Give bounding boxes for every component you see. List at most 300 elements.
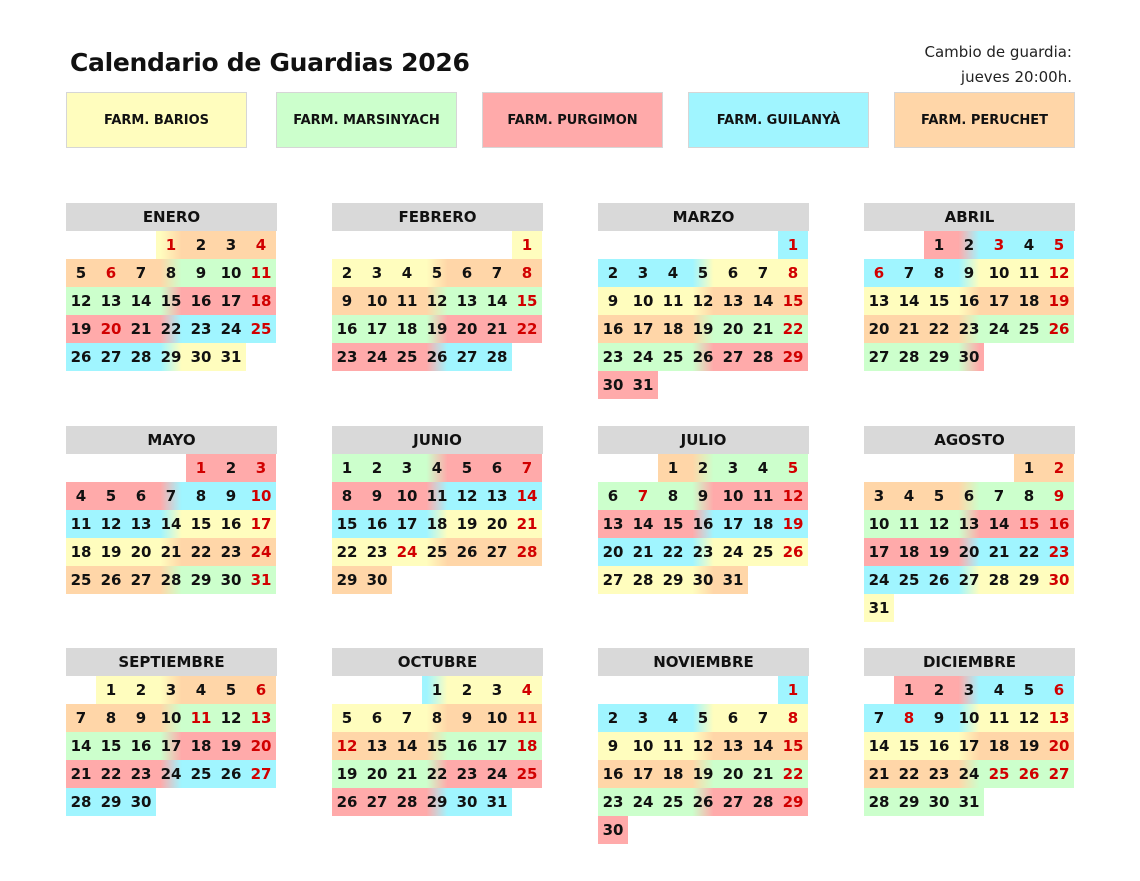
day-cell: 22 bbox=[186, 538, 216, 566]
empty-cell bbox=[96, 454, 126, 482]
day-cell: 12 bbox=[1014, 704, 1044, 732]
day-cell: 16 bbox=[332, 315, 362, 343]
empty-cell bbox=[332, 676, 362, 704]
day-cell: 7 bbox=[482, 259, 512, 287]
legend-purgimon bbox=[482, 92, 663, 148]
day-cell: 27 bbox=[718, 788, 748, 816]
day-cell: 19 bbox=[452, 510, 482, 538]
day-cell: 30 bbox=[126, 788, 156, 816]
day-cell: 30 bbox=[598, 816, 628, 844]
day-cell: 5 bbox=[96, 482, 126, 510]
day-cell: 8 bbox=[778, 259, 808, 287]
empty-cell bbox=[598, 231, 628, 259]
empty-cell bbox=[658, 231, 688, 259]
day-cell: 14 bbox=[126, 287, 156, 315]
day-cell: 23 bbox=[452, 760, 482, 788]
day-cell: 18 bbox=[658, 315, 688, 343]
day-cell: 24 bbox=[482, 760, 512, 788]
day-cell: 23 bbox=[126, 760, 156, 788]
day-cell: 10 bbox=[216, 259, 246, 287]
day-cell: 10 bbox=[392, 482, 422, 510]
legend-label: FARM. MARSINYACH bbox=[293, 112, 440, 128]
month-noviembre bbox=[598, 648, 809, 844]
day-cell: 11 bbox=[1014, 259, 1044, 287]
day-cell: 15 bbox=[894, 732, 924, 760]
day-cell: 12 bbox=[96, 510, 126, 538]
day-cell: 20 bbox=[126, 538, 156, 566]
day-cell: 1 bbox=[332, 454, 362, 482]
empty-cell bbox=[598, 454, 628, 482]
day-cell: 21 bbox=[748, 315, 778, 343]
day-cell: 27 bbox=[864, 343, 894, 371]
day-cell: 26 bbox=[96, 566, 126, 594]
day-cell: 5 bbox=[688, 704, 718, 732]
empty-cell bbox=[864, 676, 894, 704]
day-cell: 20 bbox=[482, 510, 512, 538]
day-cell: 18 bbox=[186, 732, 216, 760]
day-cell: 25 bbox=[984, 760, 1014, 788]
day-cell: 5 bbox=[216, 676, 246, 704]
day-cell: 23 bbox=[688, 538, 718, 566]
day-cell: 28 bbox=[66, 788, 96, 816]
day-cell: 22 bbox=[1014, 538, 1044, 566]
day-cell: 11 bbox=[658, 287, 688, 315]
day-cell: 3 bbox=[628, 704, 658, 732]
empty-cell bbox=[332, 231, 362, 259]
day-cell: 4 bbox=[894, 482, 924, 510]
legend-label: FARM. GUILANYÀ bbox=[716, 112, 841, 128]
day-cell: 27 bbox=[126, 566, 156, 594]
day-grid bbox=[66, 454, 277, 594]
day-cell: 11 bbox=[512, 704, 542, 732]
day-cell: 21 bbox=[748, 760, 778, 788]
day-cell: 22 bbox=[422, 760, 452, 788]
day-cell: 15 bbox=[96, 732, 126, 760]
day-cell: 14 bbox=[894, 287, 924, 315]
day-cell: 10 bbox=[628, 732, 658, 760]
day-cell: 14 bbox=[66, 732, 96, 760]
day-cell: 14 bbox=[984, 510, 1014, 538]
day-cell: 11 bbox=[392, 287, 422, 315]
empty-cell bbox=[628, 676, 658, 704]
day-cell: 8 bbox=[512, 259, 542, 287]
day-cell: 13 bbox=[362, 732, 392, 760]
day-cell: 15 bbox=[186, 510, 216, 538]
day-cell: 2 bbox=[216, 454, 246, 482]
day-cell: 13 bbox=[1044, 704, 1074, 732]
day-cell: 22 bbox=[156, 315, 186, 343]
empty-cell bbox=[126, 231, 156, 259]
day-cell: 11 bbox=[984, 704, 1014, 732]
day-cell: 4 bbox=[984, 676, 1014, 704]
empty-cell bbox=[362, 231, 392, 259]
day-cell: 23 bbox=[954, 315, 984, 343]
legend-guilanya bbox=[688, 92, 869, 148]
empty-cell bbox=[156, 454, 186, 482]
day-cell: 17 bbox=[718, 510, 748, 538]
day-cell: 9 bbox=[126, 704, 156, 732]
day-cell: 21 bbox=[984, 538, 1014, 566]
empty-cell bbox=[748, 231, 778, 259]
day-cell: 14 bbox=[748, 287, 778, 315]
day-cell: 30 bbox=[216, 566, 246, 594]
empty-cell bbox=[954, 454, 984, 482]
day-cell: 16 bbox=[216, 510, 246, 538]
day-cell: 29 bbox=[96, 788, 126, 816]
day-cell: 8 bbox=[186, 482, 216, 510]
day-cell: 1 bbox=[156, 231, 186, 259]
day-cell: 13 bbox=[482, 482, 512, 510]
day-cell: 13 bbox=[246, 704, 276, 732]
day-cell: 9 bbox=[1044, 482, 1074, 510]
day-cell: 20 bbox=[598, 538, 628, 566]
day-cell: 28 bbox=[894, 343, 924, 371]
day-grid bbox=[332, 676, 543, 816]
day-cell: 24 bbox=[156, 760, 186, 788]
day-cell: 20 bbox=[718, 760, 748, 788]
day-cell: 2 bbox=[954, 231, 984, 259]
empty-cell bbox=[628, 454, 658, 482]
day-cell: 26 bbox=[688, 788, 718, 816]
day-cell: 22 bbox=[778, 315, 808, 343]
day-cell: 28 bbox=[392, 788, 422, 816]
day-cell: 14 bbox=[512, 482, 542, 510]
day-cell: 15 bbox=[924, 287, 954, 315]
page-title: Calendario de Guardias 2026 bbox=[70, 48, 470, 77]
day-cell: 19 bbox=[422, 315, 452, 343]
day-cell: 6 bbox=[598, 482, 628, 510]
day-cell: 29 bbox=[924, 343, 954, 371]
day-cell: 16 bbox=[924, 732, 954, 760]
legend-barios bbox=[66, 92, 247, 148]
day-cell: 5 bbox=[778, 454, 808, 482]
day-cell: 3 bbox=[482, 676, 512, 704]
day-cell: 20 bbox=[362, 760, 392, 788]
day-cell: 1 bbox=[512, 231, 542, 259]
day-cell: 16 bbox=[1044, 510, 1074, 538]
day-cell: 25 bbox=[512, 760, 542, 788]
day-cell: 25 bbox=[658, 343, 688, 371]
day-cell: 28 bbox=[984, 566, 1014, 594]
day-cell: 8 bbox=[156, 259, 186, 287]
month-julio bbox=[598, 426, 809, 594]
day-cell: 28 bbox=[748, 343, 778, 371]
day-cell: 1 bbox=[1014, 454, 1044, 482]
day-cell: 31 bbox=[246, 566, 276, 594]
legend-label: FARM. PERUCHET bbox=[920, 112, 1048, 128]
day-cell: 10 bbox=[156, 704, 186, 732]
day-cell: 25 bbox=[392, 343, 422, 371]
day-cell: 9 bbox=[452, 704, 482, 732]
day-cell: 19 bbox=[1014, 732, 1044, 760]
day-cell: 26 bbox=[924, 566, 954, 594]
day-cell: 1 bbox=[778, 231, 808, 259]
day-cell: 19 bbox=[924, 538, 954, 566]
month-title: DICIEMBRE bbox=[864, 648, 1075, 676]
empty-cell bbox=[718, 676, 748, 704]
day-cell: 26 bbox=[1044, 315, 1074, 343]
day-cell: 4 bbox=[658, 704, 688, 732]
day-cell: 9 bbox=[362, 482, 392, 510]
empty-cell bbox=[392, 231, 422, 259]
day-cell: 1 bbox=[894, 676, 924, 704]
empty-cell bbox=[864, 231, 894, 259]
empty-cell bbox=[482, 231, 512, 259]
day-cell: 18 bbox=[392, 315, 422, 343]
day-cell: 14 bbox=[628, 510, 658, 538]
day-cell: 22 bbox=[96, 760, 126, 788]
day-cell: 7 bbox=[894, 259, 924, 287]
day-cell: 14 bbox=[748, 732, 778, 760]
day-cell: 5 bbox=[66, 259, 96, 287]
day-cell: 12 bbox=[778, 482, 808, 510]
day-cell: 2 bbox=[452, 676, 482, 704]
day-cell: 17 bbox=[482, 732, 512, 760]
day-grid bbox=[864, 676, 1075, 816]
day-cell: 19 bbox=[216, 732, 246, 760]
day-cell: 29 bbox=[658, 566, 688, 594]
day-cell: 30 bbox=[924, 788, 954, 816]
day-cell: 20 bbox=[96, 315, 126, 343]
day-cell: 16 bbox=[452, 732, 482, 760]
day-cell: 3 bbox=[362, 259, 392, 287]
day-cell: 23 bbox=[332, 343, 362, 371]
day-cell: 15 bbox=[778, 287, 808, 315]
day-cell: 12 bbox=[924, 510, 954, 538]
day-cell: 13 bbox=[954, 510, 984, 538]
day-cell: 29 bbox=[778, 343, 808, 371]
day-cell: 8 bbox=[924, 259, 954, 287]
day-cell: 9 bbox=[688, 482, 718, 510]
day-cell: 3 bbox=[628, 259, 658, 287]
day-grid bbox=[598, 676, 809, 844]
day-cell: 21 bbox=[156, 538, 186, 566]
day-cell: 24 bbox=[864, 566, 894, 594]
day-cell: 1 bbox=[924, 231, 954, 259]
day-cell: 9 bbox=[954, 259, 984, 287]
day-cell: 9 bbox=[598, 732, 628, 760]
day-cell: 11 bbox=[658, 732, 688, 760]
day-cell: 12 bbox=[1044, 259, 1074, 287]
day-cell: 24 bbox=[362, 343, 392, 371]
empty-cell bbox=[718, 231, 748, 259]
day-cell: 15 bbox=[778, 732, 808, 760]
day-cell: 29 bbox=[156, 343, 186, 371]
day-cell: 12 bbox=[422, 287, 452, 315]
day-cell: 3 bbox=[864, 482, 894, 510]
day-cell: 4 bbox=[186, 676, 216, 704]
day-cell: 13 bbox=[96, 287, 126, 315]
day-cell: 23 bbox=[216, 538, 246, 566]
month-enero bbox=[66, 203, 277, 371]
day-cell: 12 bbox=[216, 704, 246, 732]
month-title: ENERO bbox=[66, 203, 277, 231]
day-cell: 22 bbox=[778, 760, 808, 788]
day-grid bbox=[598, 231, 809, 399]
day-cell: 23 bbox=[186, 315, 216, 343]
day-cell: 4 bbox=[512, 676, 542, 704]
day-cell: 28 bbox=[482, 343, 512, 371]
day-cell: 25 bbox=[894, 566, 924, 594]
day-cell: 7 bbox=[864, 704, 894, 732]
day-cell: 26 bbox=[66, 343, 96, 371]
month-febrero bbox=[332, 203, 543, 371]
day-cell: 1 bbox=[778, 676, 808, 704]
day-cell: 28 bbox=[748, 788, 778, 816]
day-cell: 15 bbox=[156, 287, 186, 315]
day-cell: 7 bbox=[512, 454, 542, 482]
day-cell: 13 bbox=[864, 287, 894, 315]
day-grid bbox=[332, 231, 543, 371]
day-cell: 14 bbox=[864, 732, 894, 760]
day-cell: 1 bbox=[186, 454, 216, 482]
day-cell: 14 bbox=[482, 287, 512, 315]
day-cell: 15 bbox=[332, 510, 362, 538]
day-cell: 16 bbox=[126, 732, 156, 760]
day-cell: 25 bbox=[422, 538, 452, 566]
day-cell: 16 bbox=[598, 315, 628, 343]
day-cell: 6 bbox=[96, 259, 126, 287]
day-grid bbox=[598, 454, 809, 594]
day-cell: 30 bbox=[954, 343, 984, 371]
day-cell: 4 bbox=[422, 454, 452, 482]
day-cell: 16 bbox=[186, 287, 216, 315]
empty-cell bbox=[894, 454, 924, 482]
shift-change-time: jueves 20:00h. bbox=[960, 68, 1072, 86]
day-cell: 9 bbox=[332, 287, 362, 315]
day-cell: 9 bbox=[924, 704, 954, 732]
month-agosto bbox=[864, 426, 1075, 622]
day-cell: 22 bbox=[658, 538, 688, 566]
day-cell: 13 bbox=[126, 510, 156, 538]
day-cell: 24 bbox=[954, 760, 984, 788]
day-cell: 26 bbox=[332, 788, 362, 816]
day-cell: 31 bbox=[864, 594, 894, 622]
month-junio bbox=[332, 426, 543, 594]
day-cell: 24 bbox=[216, 315, 246, 343]
day-cell: 27 bbox=[452, 343, 482, 371]
day-cell: 19 bbox=[688, 760, 718, 788]
day-cell: 15 bbox=[658, 510, 688, 538]
day-cell: 21 bbox=[126, 315, 156, 343]
day-cell: 10 bbox=[482, 704, 512, 732]
day-cell: 16 bbox=[688, 510, 718, 538]
legend-label: FARM. BARIOS bbox=[103, 112, 210, 128]
day-cell: 2 bbox=[186, 231, 216, 259]
day-cell: 21 bbox=[482, 315, 512, 343]
day-cell: 1 bbox=[96, 676, 126, 704]
day-cell: 26 bbox=[452, 538, 482, 566]
day-cell: 27 bbox=[598, 566, 628, 594]
empty-cell bbox=[598, 676, 628, 704]
day-cell: 6 bbox=[246, 676, 276, 704]
day-cell: 30 bbox=[598, 371, 628, 399]
legend-label: FARM. PURGIMON bbox=[507, 112, 638, 128]
day-cell: 8 bbox=[1014, 482, 1044, 510]
day-cell: 28 bbox=[126, 343, 156, 371]
day-cell: 22 bbox=[924, 315, 954, 343]
day-grid bbox=[66, 231, 277, 371]
day-cell: 15 bbox=[422, 732, 452, 760]
empty-cell bbox=[688, 676, 718, 704]
day-cell: 3 bbox=[392, 454, 422, 482]
day-cell: 20 bbox=[246, 732, 276, 760]
day-cell: 6 bbox=[864, 259, 894, 287]
day-cell: 1 bbox=[658, 454, 688, 482]
day-cell: 6 bbox=[362, 704, 392, 732]
day-cell: 23 bbox=[598, 788, 628, 816]
day-cell: 27 bbox=[482, 538, 512, 566]
day-cell: 30 bbox=[452, 788, 482, 816]
day-cell: 26 bbox=[216, 760, 246, 788]
empty-cell bbox=[422, 231, 452, 259]
day-cell: 1 bbox=[422, 676, 452, 704]
day-cell: 9 bbox=[216, 482, 246, 510]
day-cell: 10 bbox=[628, 287, 658, 315]
day-cell: 23 bbox=[362, 538, 392, 566]
day-cell: 29 bbox=[332, 566, 362, 594]
day-cell: 17 bbox=[954, 732, 984, 760]
day-cell: 20 bbox=[1044, 732, 1074, 760]
day-cell: 7 bbox=[126, 259, 156, 287]
legend-marsinyach bbox=[276, 92, 457, 148]
day-cell: 29 bbox=[186, 566, 216, 594]
day-cell: 26 bbox=[1014, 760, 1044, 788]
day-cell: 24 bbox=[628, 788, 658, 816]
day-cell: 26 bbox=[688, 343, 718, 371]
day-cell: 28 bbox=[512, 538, 542, 566]
empty-cell bbox=[628, 231, 658, 259]
shift-change-label: Cambio de guardia: bbox=[924, 43, 1072, 61]
day-cell: 20 bbox=[452, 315, 482, 343]
month-title: AGOSTO bbox=[864, 426, 1075, 454]
day-cell: 4 bbox=[748, 454, 778, 482]
day-cell: 17 bbox=[392, 510, 422, 538]
day-cell: 10 bbox=[362, 287, 392, 315]
day-cell: 5 bbox=[1014, 676, 1044, 704]
empty-cell bbox=[688, 231, 718, 259]
day-cell: 24 bbox=[718, 538, 748, 566]
empty-cell bbox=[392, 676, 422, 704]
day-cell: 31 bbox=[482, 788, 512, 816]
day-cell: 8 bbox=[778, 704, 808, 732]
day-cell: 5 bbox=[332, 704, 362, 732]
day-cell: 27 bbox=[1044, 760, 1074, 788]
month-title: JUNIO bbox=[332, 426, 543, 454]
day-cell: 6 bbox=[126, 482, 156, 510]
day-cell: 5 bbox=[1044, 231, 1074, 259]
day-cell: 2 bbox=[924, 676, 954, 704]
month-marzo bbox=[598, 203, 809, 399]
day-cell: 17 bbox=[362, 315, 392, 343]
day-cell: 13 bbox=[718, 287, 748, 315]
day-cell: 26 bbox=[422, 343, 452, 371]
day-cell: 3 bbox=[984, 231, 1014, 259]
day-cell: 11 bbox=[66, 510, 96, 538]
day-cell: 19 bbox=[332, 760, 362, 788]
day-cell: 7 bbox=[748, 259, 778, 287]
month-title: MAYO bbox=[66, 426, 277, 454]
day-cell: 21 bbox=[864, 760, 894, 788]
day-cell: 7 bbox=[748, 704, 778, 732]
day-cell: 21 bbox=[66, 760, 96, 788]
empty-cell bbox=[66, 231, 96, 259]
day-cell: 10 bbox=[718, 482, 748, 510]
day-cell: 17 bbox=[246, 510, 276, 538]
day-cell: 6 bbox=[718, 259, 748, 287]
day-cell: 11 bbox=[246, 259, 276, 287]
day-cell: 7 bbox=[156, 482, 186, 510]
